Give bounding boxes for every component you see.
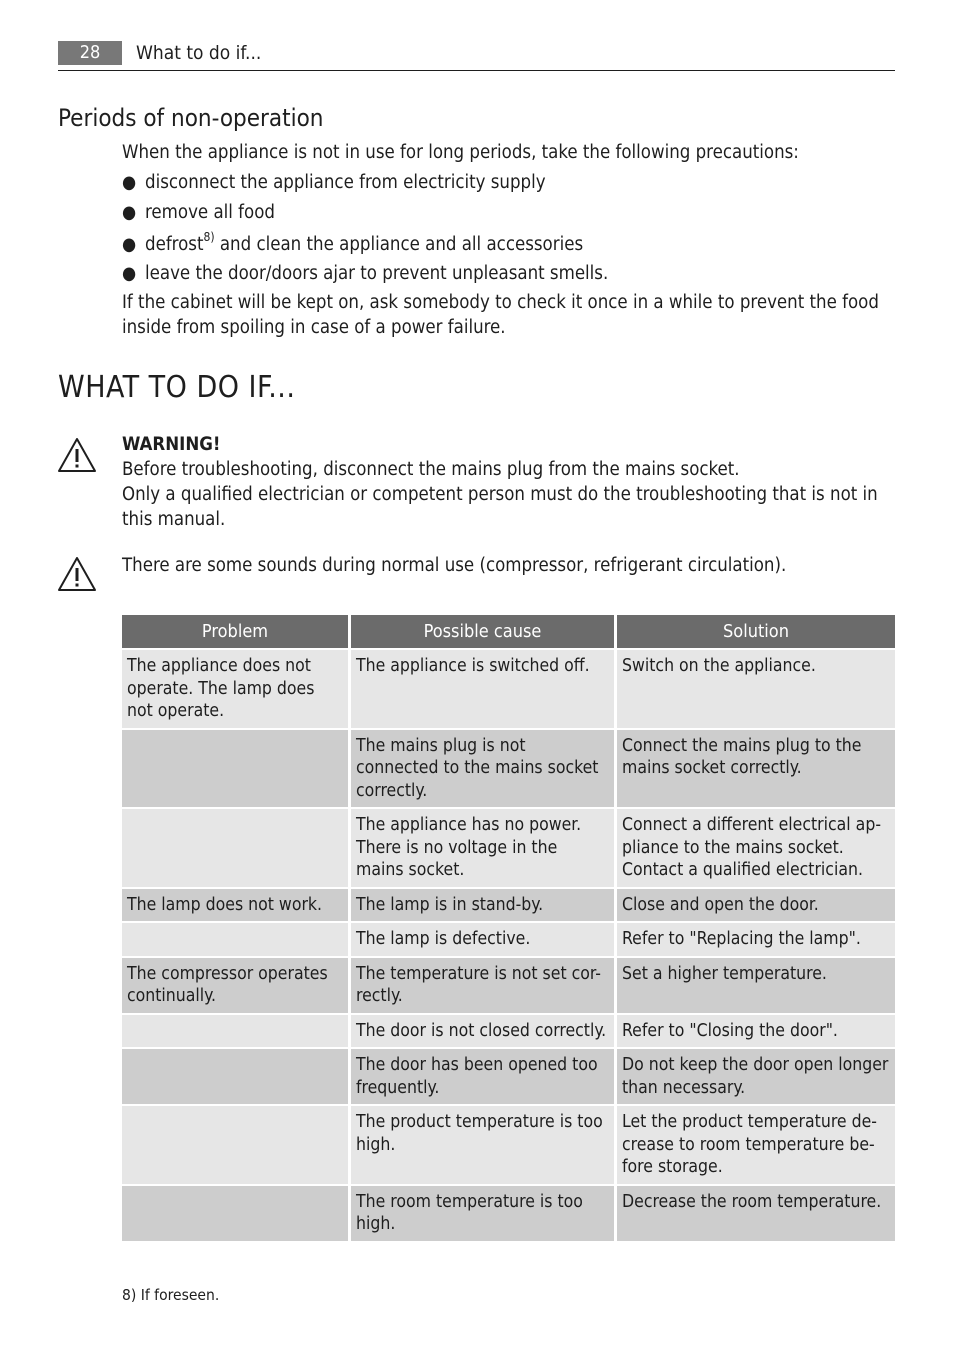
cause-cell: The temperature is not set cor-rectly. [351, 958, 617, 1015]
bullet-dot-icon: ● [122, 263, 137, 284]
problem-cell [122, 1049, 351, 1106]
cause-cell: The appliance has no power. There is no voltage in the mains socket. [351, 809, 617, 889]
problem-cell [122, 1015, 351, 1050]
list-item-text: remove all food [145, 202, 275, 223]
solution-cell: Close and open the door. [617, 889, 895, 924]
table-row [122, 730, 895, 810]
table-row [122, 958, 895, 1015]
table-row [122, 809, 895, 889]
footnote: 8) If foreseen. [122, 1286, 220, 1304]
bullet-dot-icon: ● [122, 172, 137, 193]
warning-triangle-icon [57, 437, 97, 473]
warning-text: Before troubleshooting, disconnect the mains plug from the mains socket. [122, 459, 740, 480]
warning-triangle-icon [57, 556, 97, 592]
page-number: 28 [58, 41, 122, 65]
table-row [122, 1015, 895, 1050]
periods-intro: When the appliance is not in use for long periods, take the following precautions: [122, 142, 799, 163]
list-item-text: and clean the appliance and all accessories [214, 234, 584, 255]
solution-cell: Connect a different electrical ap-pliance to the mains socket. Contact a qualified electrician. [617, 809, 895, 889]
page-header [58, 40, 895, 71]
column-header-solution: Solution [617, 615, 895, 650]
cause-cell: The door is not closed correctly. [351, 1015, 617, 1050]
bullet-dot-icon: ● [122, 234, 137, 255]
table-row [122, 650, 895, 730]
solution-cell: Decrease the room temperature. [617, 1186, 895, 1243]
column-header-cause: Possible cause [351, 615, 617, 650]
footnote-ref: 8) [203, 229, 215, 244]
cause-cell: The door has been opened too frequently. [351, 1049, 617, 1106]
table-row [122, 1186, 895, 1243]
precautions-list [122, 170, 608, 286]
list-item [122, 170, 608, 200]
cause-cell: The lamp is in stand-by. [351, 889, 617, 924]
solution-cell: Switch on the appliance. [617, 650, 895, 730]
problem-cell [122, 809, 351, 889]
periods-note: If the cabinet will be kept on, ask somebody to check it once in a while to prevent the food inside from spoiling in case of a power failure. [122, 292, 879, 338]
problem-cell [122, 730, 351, 810]
list-item-text: disconnect the appliance from electricity supply [145, 172, 546, 193]
warning-text: Only a qualified electrician or competent person must do the troubleshooting that is not in this manual. [122, 484, 878, 530]
solution-cell: Let the product temperature de-crease to room temperature be-fore storage. [617, 1106, 895, 1186]
solution-cell: Refer to "Replacing the lamp". [617, 923, 895, 958]
problem-cell [122, 923, 351, 958]
cause-cell: The product temperature is too high. [351, 1106, 617, 1186]
solution-cell: Set a higher temperature. [617, 958, 895, 1015]
table-row [122, 1106, 895, 1186]
warning-block [122, 432, 902, 532]
cause-cell: The mains plug is not connected to the mains socket correctly. [351, 730, 617, 810]
cause-cell: The lamp is defective. [351, 923, 617, 958]
list-item-text: leave the door/doors ajar to prevent unpleasant smells. [145, 263, 609, 284]
table-row [122, 923, 895, 958]
table-header-row [122, 615, 895, 650]
main-heading: WHAT TO DO IF... [58, 370, 296, 405]
list-item [122, 230, 608, 262]
list-item [122, 262, 608, 286]
solution-cell: Connect the mains plug to the mains socket correctly. [617, 730, 895, 810]
solution-cell: Refer to "Closing the door". [617, 1015, 895, 1050]
problem-cell [122, 1106, 351, 1186]
problem-cell: The compressor operates continually. [122, 958, 351, 1015]
cause-cell: The appliance is switched off. [351, 650, 617, 730]
running-header-title: What to do if... [136, 42, 262, 64]
bullet-dot-icon: ● [122, 202, 137, 223]
solution-cell: Do not keep the door open longer than necessary. [617, 1049, 895, 1106]
cause-cell: The room temperature is too high. [351, 1186, 617, 1243]
problem-cell: The appliance does not operate. The lamp does not operate. [122, 650, 351, 730]
column-header-problem: Problem [122, 615, 351, 650]
list-item-text: defrost [145, 234, 204, 255]
table-row [122, 889, 895, 924]
problem-cell [122, 1186, 351, 1243]
caution-text: There are some sounds during normal use (compressor, refrigerant circulation). [122, 555, 787, 576]
list-item [122, 200, 608, 230]
warning-label: WARNING! [122, 434, 221, 455]
troubleshooting-table [122, 615, 895, 1243]
problem-cell: The lamp does not work. [122, 889, 351, 924]
section-heading-periods: Periods of non-operation [58, 104, 324, 132]
table-row [122, 1049, 895, 1106]
